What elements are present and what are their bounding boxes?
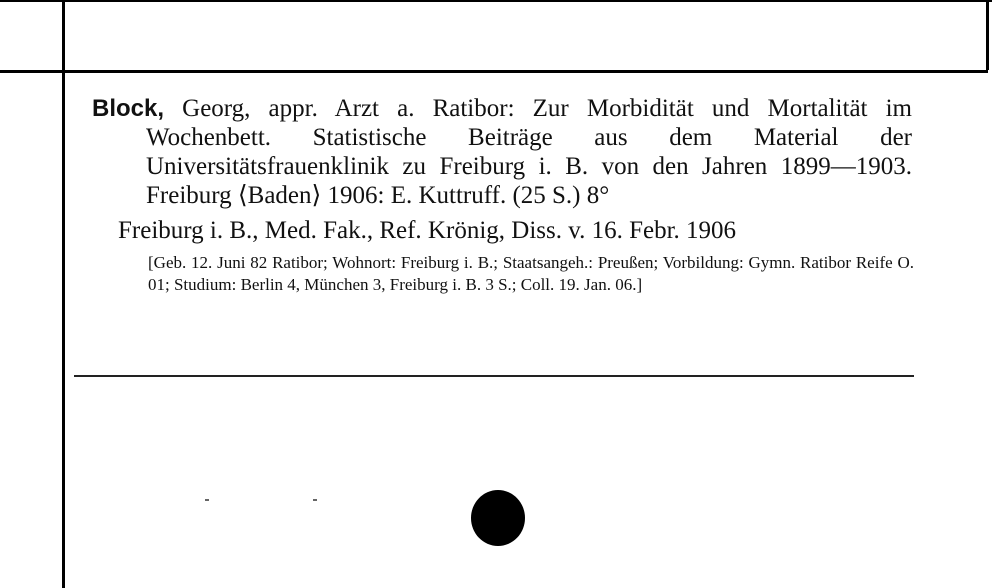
biographical-note: [Geb. 12. Juni 82 Ratibor; Wohnort: Freiburg i. B.; Staatsangeh.: Preußen; Vorbildung: Gymn. Ratibor Reife O. 01; Studium: Berlin 4, München 3, Freiburg i. B. 3 S.; Coll. 19. Jan. 06.] (148, 253, 914, 294)
entry-separator-line (74, 375, 914, 377)
speck-mark (205, 499, 209, 501)
speck-mark (313, 499, 317, 501)
title-description: Georg, appr. Arzt a. Ratibor: Zur Morbidität und Mortalität im Wochenbett. Statistische Beiträge aus dem Material der Universitätsfrauenklinik zu Freiburg i. B. von den Jahren 1899—1903. Freiburg ⟨Baden⟩ 1906: E. Kuttruff. (25 S.) 8° (146, 95, 912, 209)
main-entry (92, 94, 912, 210)
dissertation-note: Freiburg i. B., Med. Fak., Ref. Krönig, Diss. v. 16. Febr. 1906 (118, 217, 737, 244)
card-top-edge (0, 0, 992, 2)
card-header-line (0, 70, 988, 73)
author-name: Block, (92, 95, 165, 122)
card-margin-line (62, 0, 65, 588)
card-punch-hole (471, 490, 525, 546)
catalog-entry (92, 94, 912, 296)
card-right-edge (986, 0, 989, 70)
